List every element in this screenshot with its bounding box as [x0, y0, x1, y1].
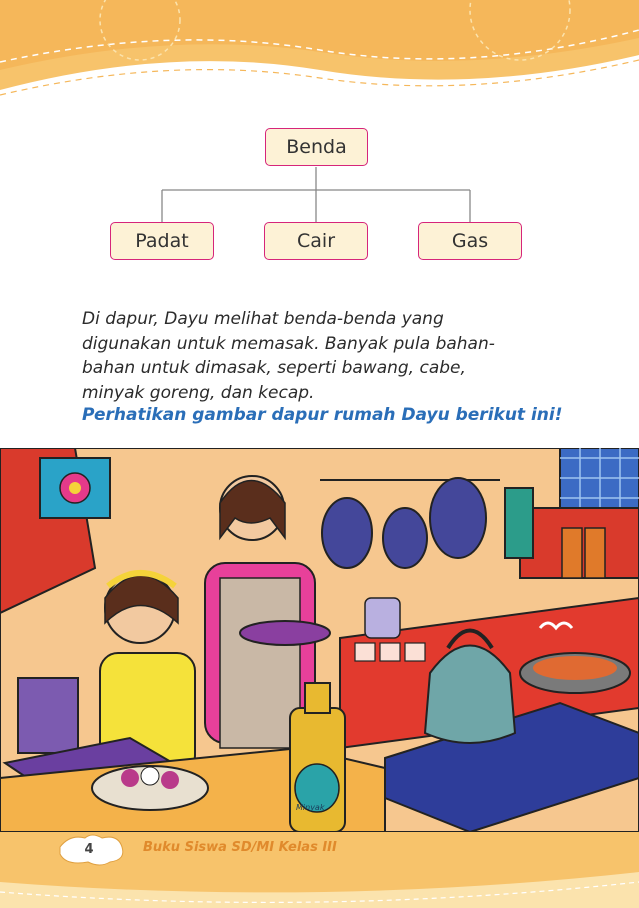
paragraph-line: bahan untuk dimasak, seperti bawang, cabe, [82, 358, 466, 378]
knife-block [18, 678, 78, 753]
bottle-label: Minyak [296, 803, 325, 812]
towel [505, 488, 533, 558]
kitchen-illustration [0, 448, 639, 832]
page-number: 4 [84, 841, 94, 857]
diagram-root-box: Benda [265, 128, 368, 166]
diagram-box-cair: Cair [264, 222, 368, 260]
paragraph-line: minyak goreng, dan kecap. [82, 382, 315, 403]
diagram-box-gas: Gas [418, 222, 522, 260]
book-title: Buku Siswa SD/MI Kelas III [143, 840, 337, 855]
paragraph-line: digunakan untuk memasak. Banyak pula bahan- [82, 333, 495, 354]
instruction-text: Perhatikan gambar dapur rumah Dayu berikut ini! [82, 405, 563, 425]
paragraph-line: Di dapur, Dayu melihat benda-benda yang [82, 309, 444, 329]
diagram-box-padat: Padat [110, 222, 214, 260]
body-paragraph [82, 307, 552, 405]
